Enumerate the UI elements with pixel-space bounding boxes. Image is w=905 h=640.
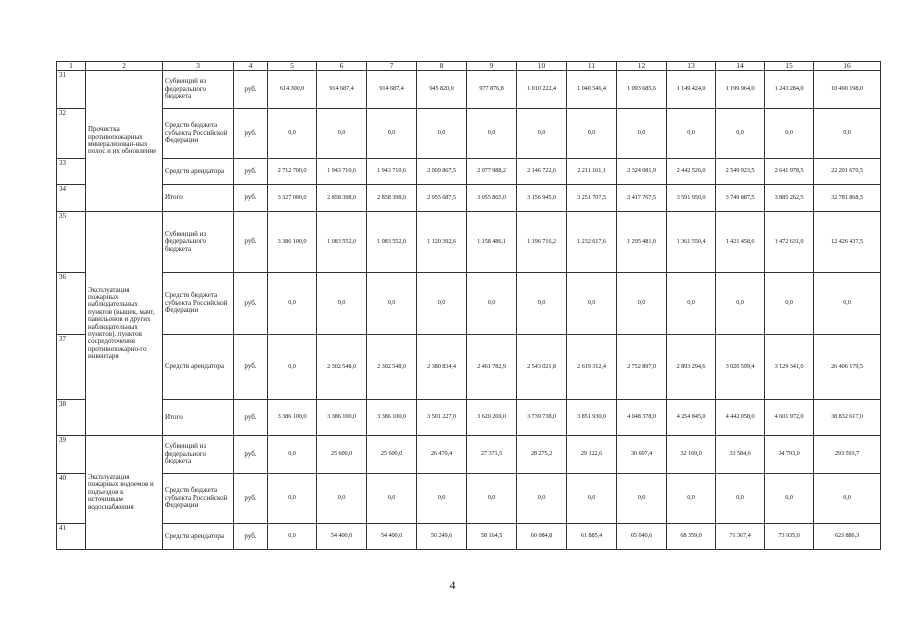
value-cell: 1 943 710,6 <box>317 159 367 185</box>
value-cell: 3 055 865,0 <box>467 185 517 212</box>
value-cell: 1 421 458,6 <box>716 212 765 273</box>
value-cell: 1 149 424,0 <box>667 71 716 109</box>
value-cell: 2 549 923,5 <box>716 159 765 185</box>
value-cell: 60 084,8 <box>517 524 567 550</box>
value-cell: 1 010 222,4 <box>517 71 567 109</box>
value-cell: 4 254 845,0 <box>667 400 716 436</box>
row-number: 32 <box>57 109 86 159</box>
table-row <box>57 400 881 436</box>
value-cell: 0,0 <box>617 273 667 335</box>
value-cell: 61 885,4 <box>567 524 617 550</box>
total-cell: 293 593,7 <box>814 436 881 474</box>
column-number: 1 <box>57 62 86 71</box>
value-cell: 945 820,0 <box>417 71 467 109</box>
funding-source: Субвенций из федерального бюджета <box>163 212 234 273</box>
value-cell: 54 400,0 <box>317 524 367 550</box>
value-cell: 0,0 <box>317 474 367 524</box>
column-number: 4 <box>234 62 268 71</box>
value-cell: 3 591 950,0 <box>667 185 716 212</box>
value-cell: 2 543 021,8 <box>517 335 567 400</box>
value-cell: 0,0 <box>617 109 667 159</box>
value-cell: 65 040,6 <box>617 524 667 550</box>
value-cell: 0,0 <box>317 109 367 159</box>
value-cell: 3 386 100,0 <box>317 400 367 436</box>
value-cell: 1 083 552,0 <box>317 212 367 273</box>
value-cell: 3 739 738,0 <box>517 400 567 436</box>
unit-cell: руб. <box>234 436 268 474</box>
value-cell: 1 196 716,2 <box>517 212 567 273</box>
value-cell: 0,0 <box>367 474 417 524</box>
row-number: 41 <box>57 524 86 550</box>
value-cell: 0,0 <box>567 273 617 335</box>
value-cell: 2 858 398,0 <box>317 185 367 212</box>
value-cell: 2 302 548,0 <box>367 335 417 400</box>
value-cell: 0,0 <box>268 335 317 400</box>
column-number: 5 <box>268 62 317 71</box>
row-number: 38 <box>57 400 86 436</box>
value-cell: 0,0 <box>765 474 814 524</box>
value-cell: 3 749 887,5 <box>716 185 765 212</box>
budget-table <box>56 61 881 550</box>
value-cell: 0,0 <box>268 436 317 474</box>
column-number: 16 <box>814 62 881 71</box>
value-cell: 54 400,0 <box>367 524 417 550</box>
value-cell: 0,0 <box>517 109 567 159</box>
value-cell: 0,0 <box>567 109 617 159</box>
value-cell: 1 083 552,0 <box>367 212 417 273</box>
table-row <box>57 71 881 109</box>
value-cell: 1 943 710,6 <box>367 159 417 185</box>
value-cell: 0,0 <box>667 273 716 335</box>
unit-cell: руб. <box>234 524 268 550</box>
value-cell: 2 619 312,4 <box>567 335 617 400</box>
value-cell: 0,0 <box>716 109 765 159</box>
total-cell: 38 832 617,0 <box>814 400 881 436</box>
unit-cell: руб. <box>234 212 268 273</box>
unit-cell: руб. <box>234 335 268 400</box>
value-cell: 25 600,0 <box>317 436 367 474</box>
value-cell: 2 893 294,6 <box>667 335 716 400</box>
value-cell: 3 386 100,0 <box>268 212 317 273</box>
value-cell: 0,0 <box>517 273 567 335</box>
value-cell: 3 020 599,4 <box>716 335 765 400</box>
value-cell: 2 146 722,6 <box>517 159 567 185</box>
value-cell: 2 641 978,5 <box>765 159 814 185</box>
funding-source: Средств арендатора <box>163 524 234 550</box>
value-cell: 26 470,4 <box>417 436 467 474</box>
value-cell: 3 851 930,0 <box>567 400 617 436</box>
total-cell: 26 406 179,5 <box>814 335 881 400</box>
value-cell: 0,0 <box>268 474 317 524</box>
total-cell: 32 781 868,5 <box>814 185 881 212</box>
value-cell: 3 386 100,0 <box>367 400 417 436</box>
funding-source: Средств бюджета субъекта Российской Федерации <box>163 273 234 335</box>
value-cell: 0,0 <box>667 474 716 524</box>
total-cell: 10 490 198,0 <box>814 71 881 109</box>
value-cell: 1 243 284,0 <box>765 71 814 109</box>
value-cell: 0,0 <box>467 474 517 524</box>
value-cell: 0,0 <box>567 474 617 524</box>
value-cell: 0,0 <box>417 109 467 159</box>
value-cell: 28 275,2 <box>517 436 567 474</box>
value-cell: 73 935,0 <box>765 524 814 550</box>
column-number: 15 <box>765 62 814 71</box>
column-number: 3 <box>163 62 234 71</box>
value-cell: 2 077 988,2 <box>467 159 517 185</box>
value-cell: 29 122,6 <box>567 436 617 474</box>
value-cell: 0,0 <box>268 109 317 159</box>
total-cell: 22 291 670,5 <box>814 159 881 185</box>
value-cell: 56 249,6 <box>417 524 467 550</box>
value-cell: 0,0 <box>617 474 667 524</box>
funding-source: Итого <box>163 400 234 436</box>
column-number: 9 <box>467 62 517 71</box>
value-cell: 1 120 392,6 <box>417 212 467 273</box>
total-cell: 0,0 <box>814 109 881 159</box>
value-cell: 2 752 897,0 <box>617 335 667 400</box>
value-cell: 614 300,0 <box>268 71 317 109</box>
value-cell: 977 876,8 <box>467 71 517 109</box>
funding-source: Средств бюджета субъекта Российской Федерации <box>163 474 234 524</box>
unit-cell: руб. <box>234 71 268 109</box>
value-cell: 1 472 631,0 <box>765 212 814 273</box>
value-cell: 3 156 945,0 <box>517 185 567 212</box>
page-number: 4 <box>449 578 456 592</box>
table-row <box>57 212 881 273</box>
value-cell: 1 232 617,6 <box>567 212 617 273</box>
total-cell: 623 886,3 <box>814 524 881 550</box>
column-number: 11 <box>567 62 617 71</box>
value-cell: 0,0 <box>765 273 814 335</box>
value-cell: 25 600,0 <box>367 436 417 474</box>
funding-source: Средств арендатора <box>163 159 234 185</box>
value-cell: 1 158 486,1 <box>467 212 517 273</box>
value-cell: 0,0 <box>268 524 317 550</box>
unit-cell: руб. <box>234 185 268 212</box>
table-row <box>57 185 881 212</box>
unit-cell: руб. <box>234 109 268 159</box>
value-cell: 3 386 100,0 <box>268 400 317 436</box>
value-cell: 0,0 <box>317 273 367 335</box>
funding-source: Средств бюджета субъекта Российской Федерации <box>163 109 234 159</box>
value-cell: 1 199 964,0 <box>716 71 765 109</box>
value-cell: 2 955 687,5 <box>417 185 467 212</box>
column-number-row <box>57 62 881 71</box>
unit-cell: руб. <box>234 273 268 335</box>
value-cell: 914 687,4 <box>317 71 367 109</box>
value-cell: 3 501 227,0 <box>417 400 467 436</box>
table-row <box>57 109 881 159</box>
value-cell: 2 712 700,0 <box>268 159 317 185</box>
value-cell: 1 093 685,6 <box>617 71 667 109</box>
row-number: 39 <box>57 436 86 474</box>
row-number: 40 <box>57 474 86 524</box>
funding-source: Субвенций из федерального бюджета <box>163 71 234 109</box>
table-row <box>57 335 881 400</box>
value-cell: 33 584,6 <box>716 436 765 474</box>
row-number: 37 <box>57 335 86 400</box>
activity-name: Прочистка противопожарных минерализован-ных полос и их обновление <box>86 71 163 212</box>
value-cell: 2 461 782,9 <box>467 335 517 400</box>
value-cell: 2 302 548,0 <box>317 335 367 400</box>
value-cell: 0,0 <box>716 273 765 335</box>
value-cell: 2 858 398,0 <box>367 185 417 212</box>
value-cell: 0,0 <box>517 474 567 524</box>
table-row <box>57 474 881 524</box>
value-cell: 0,0 <box>467 273 517 335</box>
unit-cell: руб. <box>234 474 268 524</box>
funding-source: Средств арендатора <box>163 335 234 400</box>
column-number: 14 <box>716 62 765 71</box>
value-cell: 3 251 707,5 <box>567 185 617 212</box>
table-row <box>57 273 881 335</box>
value-cell: 2 009 867,5 <box>417 159 467 185</box>
column-number: 6 <box>317 62 367 71</box>
value-cell: 32 169,0 <box>667 436 716 474</box>
value-cell: 4 601 972,0 <box>765 400 814 436</box>
total-cell: 0,0 <box>814 273 881 335</box>
value-cell: 27 371,5 <box>467 436 517 474</box>
value-cell: 4 048 378,0 <box>617 400 667 436</box>
value-cell: 3 620 269,0 <box>467 400 517 436</box>
value-cell: 1 295 481,0 <box>617 212 667 273</box>
row-number: 35 <box>57 212 86 273</box>
funding-source: Субвенций из федерального бюджета <box>163 436 234 474</box>
value-cell: 1 040 546,4 <box>567 71 617 109</box>
value-cell: 30 607,4 <box>617 436 667 474</box>
unit-cell: руб. <box>234 400 268 436</box>
value-cell: 71 367,4 <box>716 524 765 550</box>
value-cell: 58 164,5 <box>467 524 517 550</box>
value-cell: 0,0 <box>667 109 716 159</box>
activity-name: Эксплуатация пожарных наблюдательных пунктов (вышек, мачт, павильонов и других наблюдательных пунктов), пунктов сосредоточения противопожарно-го инвентаря <box>86 212 163 436</box>
value-cell: 0,0 <box>367 273 417 335</box>
value-cell: 914 687,4 <box>367 71 417 109</box>
column-number: 10 <box>517 62 567 71</box>
value-cell: 3 885 262,5 <box>765 185 814 212</box>
value-cell: 0,0 <box>765 109 814 159</box>
funding-source: Итого <box>163 185 234 212</box>
total-cell: 12 426 437,5 <box>814 212 881 273</box>
table-row <box>57 436 881 474</box>
activity-name: Эксплуатация пожарных водоемов и подъездов к источникам водоснабжения <box>86 436 163 550</box>
value-cell: 4 442 058,0 <box>716 400 765 436</box>
column-number: 13 <box>667 62 716 71</box>
table-row <box>57 159 881 185</box>
value-cell: 0,0 <box>417 474 467 524</box>
value-cell: 0,0 <box>716 474 765 524</box>
value-cell: 0,0 <box>268 273 317 335</box>
value-cell: 2 211 161,1 <box>567 159 617 185</box>
column-number: 8 <box>417 62 467 71</box>
value-cell: 0,0 <box>467 109 517 159</box>
column-number: 2 <box>86 62 163 71</box>
row-number: 36 <box>57 273 86 335</box>
value-cell: 68 359,0 <box>667 524 716 550</box>
column-number: 7 <box>367 62 417 71</box>
value-cell: 2 380 834,4 <box>417 335 467 400</box>
table-row <box>57 524 881 550</box>
row-number: 34 <box>57 185 86 212</box>
value-cell: 3 417 767,5 <box>617 185 667 212</box>
value-cell: 2 324 081,9 <box>617 159 667 185</box>
column-number: 12 <box>617 62 667 71</box>
value-cell: 0,0 <box>417 273 467 335</box>
value-cell: 1 361 550,4 <box>667 212 716 273</box>
value-cell: 3 327 000,0 <box>268 185 317 212</box>
row-number: 31 <box>57 71 86 109</box>
value-cell: 2 442 526,0 <box>667 159 716 185</box>
row-number: 33 <box>57 159 86 185</box>
value-cell: 34 793,0 <box>765 436 814 474</box>
total-cell: 0,0 <box>814 474 881 524</box>
unit-cell: руб. <box>234 159 268 185</box>
value-cell: 3 129 341,0 <box>765 335 814 400</box>
value-cell: 0,0 <box>367 109 417 159</box>
